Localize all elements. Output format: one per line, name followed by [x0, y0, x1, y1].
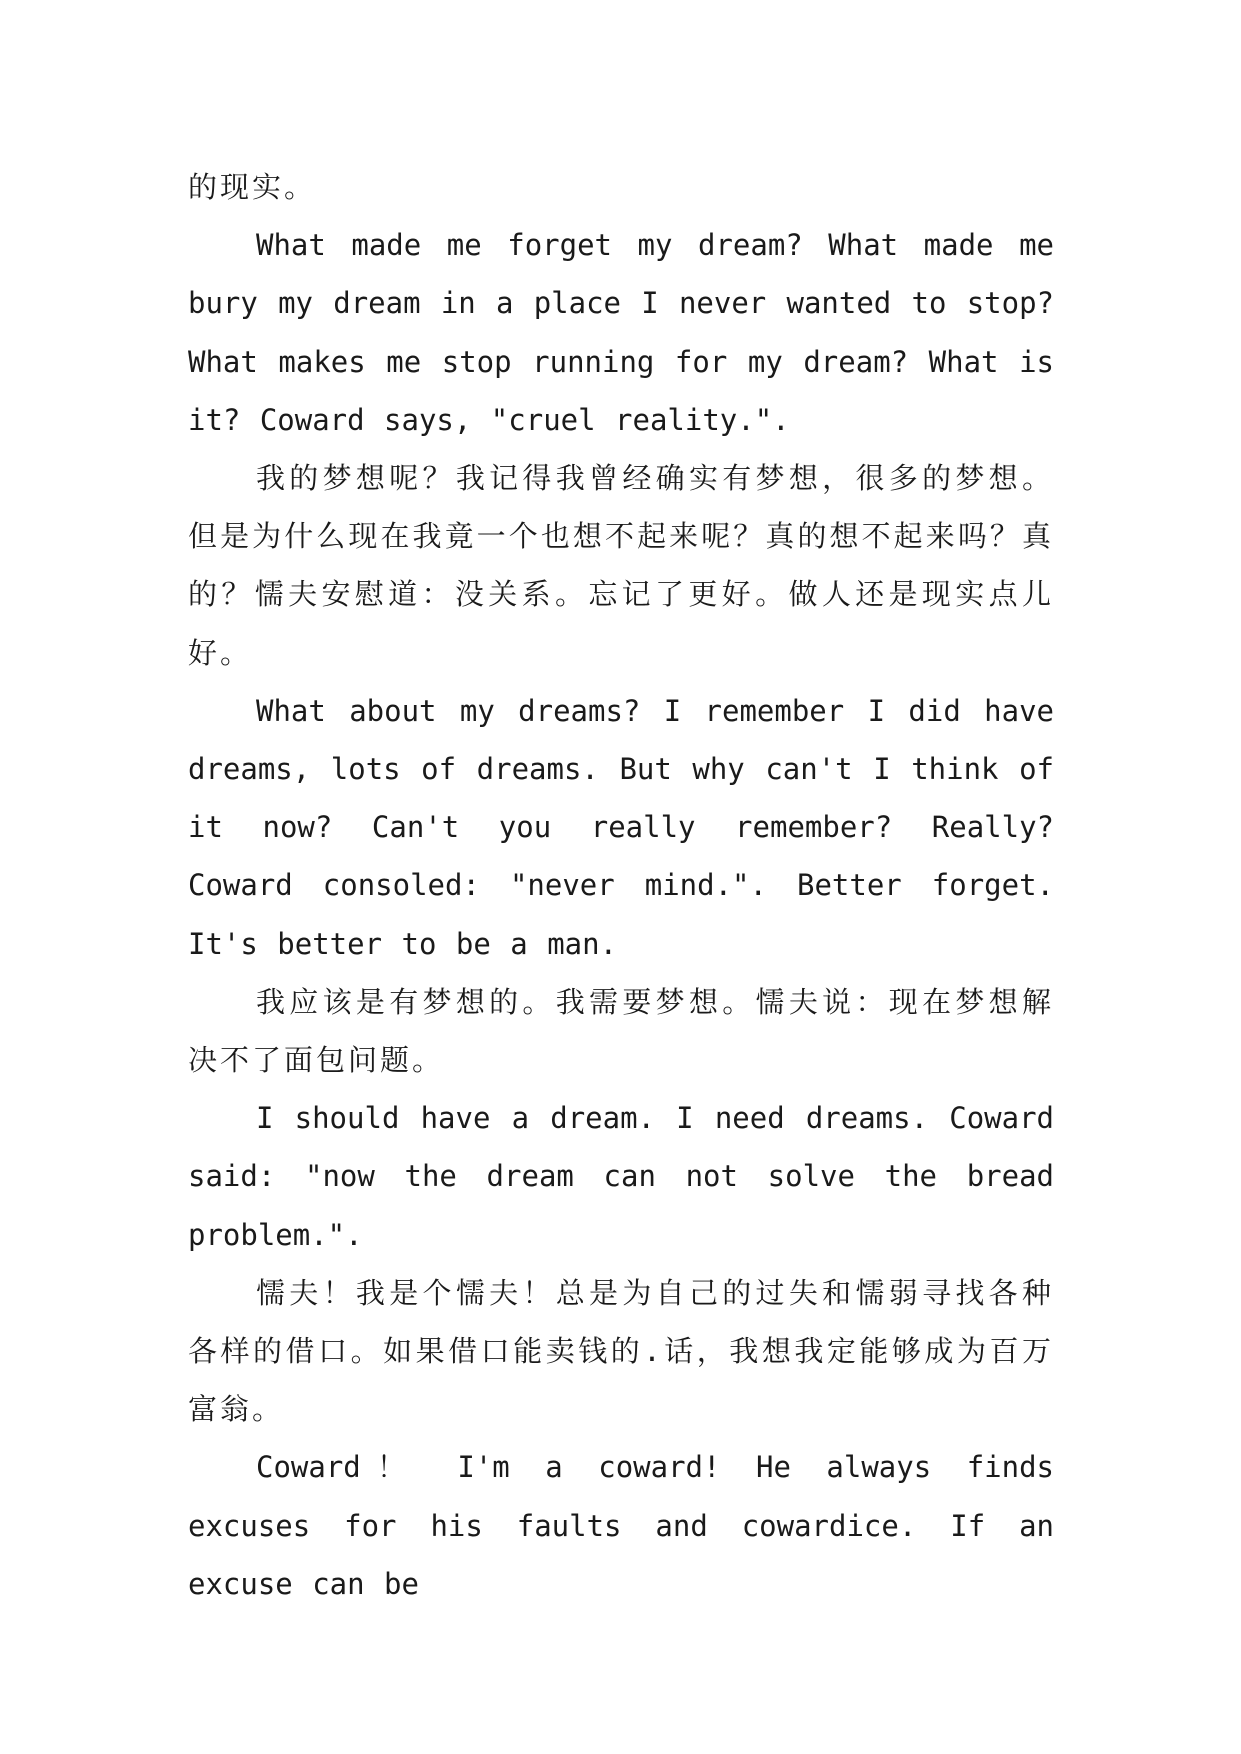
paragraph-en-coward: Coward！ I'm a coward! He always finds excuses for his faults and cowardice. If an excuse can be	[188, 1450, 1054, 1601]
paragraph-zh-my-dreams: 我的梦想呢？我记得我曾经确实有梦想，很多的梦想。但是为什么现在我竟一个也想不起来呢？真的想不起来吗？真的？懦夫安慰道：没关系。忘记了更好。做人还是现实点儿好。	[188, 461, 1054, 670]
document-body	[188, 158, 1054, 1613]
paragraph-zh-need-dream: 我应该是有梦想的。我需要梦想。懦夫说：现在梦想解决不了面包问题。	[188, 984, 1054, 1078]
paragraph-en-my-dreams: What about my dreams? I remember I did have dreams, lots of dreams. But why can't I think of it now? Can't you really remember? Really? Coward consoled: "never mind.". Better forget. It's better to be a man.	[188, 693, 1054, 961]
paragraph-zh-coward: 懦夫！我是个懦夫！总是为自己的过失和懦弱寻找各种各样的借口。如果借口能卖钱的.话，我想我定能够成为百万富翁。	[188, 1275, 1054, 1427]
paragraph-continuation: 的现实。	[188, 170, 317, 204]
paragraph-en-need-dream: I should have a dream. I need dreams. Coward said: "now the dream can not solve the bread problem.".	[188, 1101, 1054, 1252]
paragraph-en-forget-dream: What made me forget my dream? What made me bury my dream in a place I never wanted to stop? What makes me stop running for my dream? What is it? Coward says, "cruel reality.".	[188, 228, 1054, 437]
